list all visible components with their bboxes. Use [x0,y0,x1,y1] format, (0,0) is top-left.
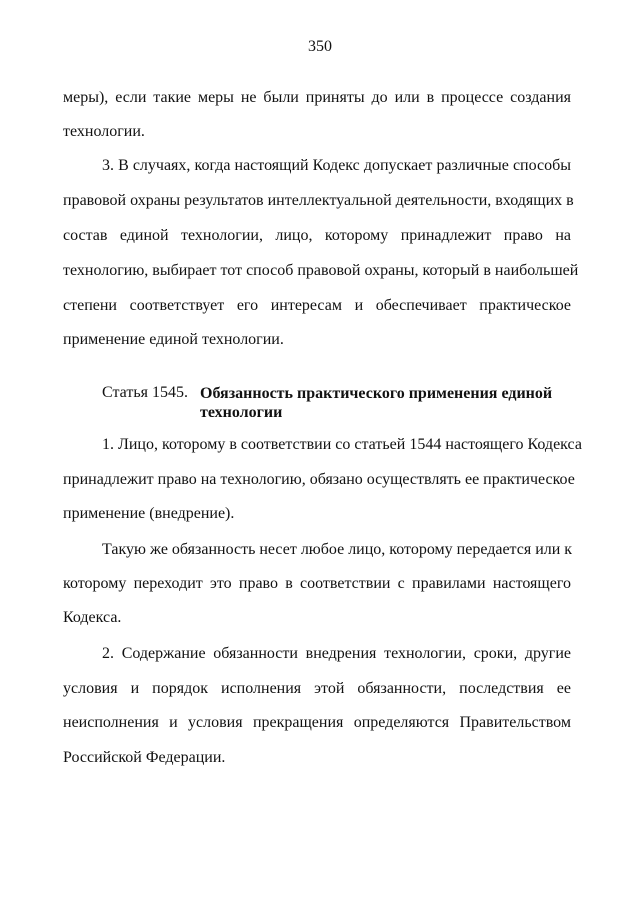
paragraph-3-line-2: принадлежит право на технологию, обязано осуществлять ее практическое [63,471,575,488]
paragraph-2-line-3: состав единой технологии, лицо, которому принадлежит право на [63,227,571,244]
paragraph-5-line-4: Российской Федерации. [63,749,226,766]
article-title: Обязанность практического применения единой технологии [200,385,553,421]
paragraph-5-line-3: неисполнения и условия прекращения определяются Правительством [63,714,571,731]
article-number: Статья 1545. [102,384,188,401]
paragraph-3-line-1: 1. Лицо, которому в соответствии со статьей 1544 настоящего Кодекса [102,436,582,453]
paragraph-1-line-1: меры), если такие меры не были приняты до или в процессе создания [63,89,571,106]
paragraph-5-line-1: 2. Содержание обязанности внедрения технологии, сроки, другие [102,645,571,662]
paragraph-2-line-1: 3. В случаях, когда настоящий Кодекс допускает различные способы [102,157,571,174]
paragraph-2-line-6: применение единой технологии. [63,331,284,348]
paragraph-4-line-2: которому переходит это право в соответствии с правилами настоящего [63,575,571,592]
paragraph-4-line-1: Такую же обязанность несет любое лицо, которому передается или к [102,541,573,558]
page-number: 350 [308,38,332,55]
paragraph-4-line-3: Кодекса. [63,609,122,626]
paragraph-5-line-2: условия и порядок исполнения этой обязанности, последствия ее [63,680,571,697]
paragraph-2-line-4: технологию, выбирает тот способ правовой охраны, который в наибольшей [63,262,579,279]
paragraph-2-line-5: степени соответствует его интересам и обеспечивает практическое [63,297,571,314]
paragraph-2-line-2: правовой охраны результатов интеллектуальной деятельности, входящих в [63,192,574,209]
paragraph-1-line-2: технологии. [63,123,145,140]
paragraph-3-line-3: применение (внедрение). [63,505,235,522]
